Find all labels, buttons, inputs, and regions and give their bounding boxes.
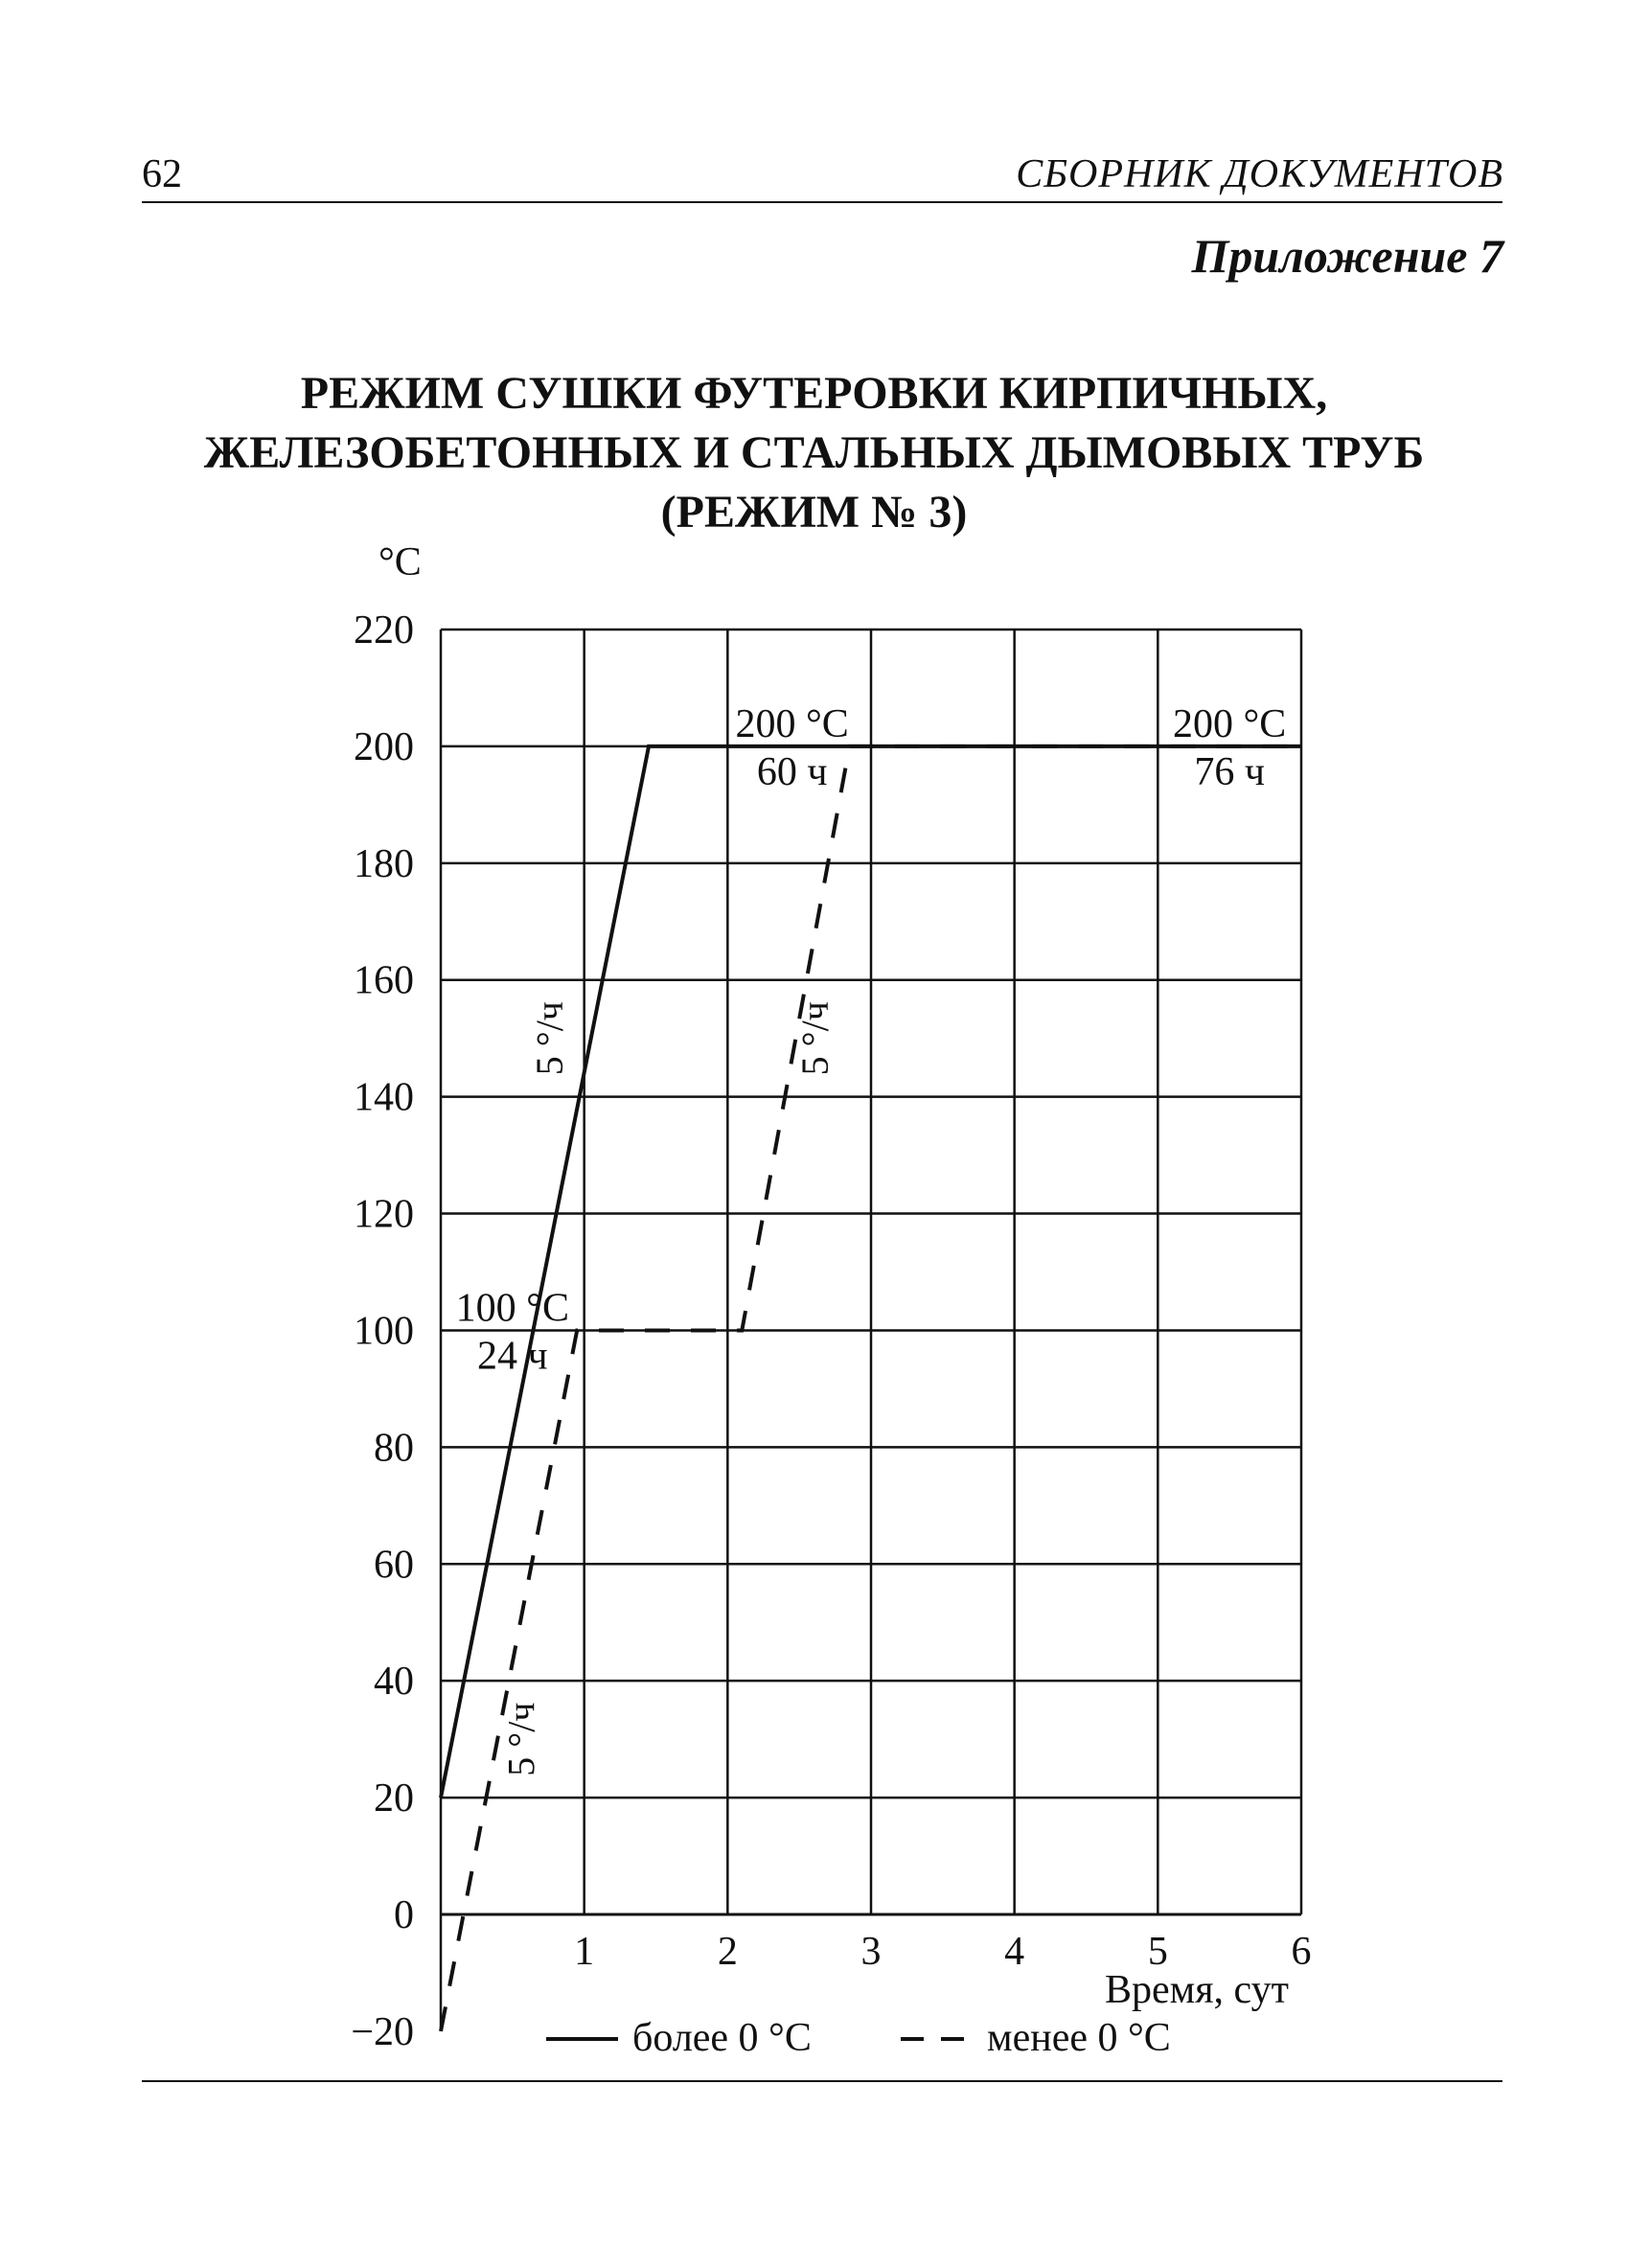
y-tick-label: 180 bbox=[354, 841, 414, 886]
x-tick-label: 4 bbox=[1004, 1930, 1025, 1974]
hold-duration-label: 76 ч bbox=[1194, 749, 1265, 794]
y-tick-label: 160 bbox=[354, 958, 414, 1003]
legend-label-below-zero: менее 0 °C bbox=[987, 2016, 1171, 2060]
x-tick-label: 3 bbox=[860, 1930, 882, 1974]
title-line-2: ЖЕЛЕЗОБЕТОННЫХ И СТАЛЬНЫХ ДЫМОВЫХ ТРУБ bbox=[203, 427, 1425, 478]
y-tick-label: 100 bbox=[354, 1309, 414, 1354]
y-tick-label: 40 bbox=[374, 1660, 414, 1705]
y-tick-label: −20 bbox=[351, 2009, 414, 2054]
y-tick-label: 80 bbox=[374, 1426, 414, 1471]
hold-temperature-label: 200 °C bbox=[1173, 701, 1287, 746]
rate-annotation: 5 °/ч bbox=[793, 1001, 837, 1076]
x-tick-label: 2 bbox=[717, 1930, 738, 1974]
hold-duration-label: 24 ч bbox=[477, 1334, 548, 1379]
y-tick-label: 200 bbox=[354, 724, 414, 769]
appendix-label: Приложение 7 bbox=[1191, 229, 1503, 283]
x-tick-label: 6 bbox=[1291, 1930, 1312, 1974]
hold-temperature-label: 100 °C bbox=[455, 1286, 569, 1331]
y-axis-label: °C bbox=[378, 540, 422, 584]
y-tick-label: 0 bbox=[394, 1893, 414, 1937]
x-tick-label: 5 bbox=[1147, 1930, 1168, 1974]
page-number: 62 bbox=[142, 152, 182, 196]
x-axis-label: Время, сут bbox=[1105, 1968, 1289, 2012]
title-line-3: (РЕЖИМ № 3) bbox=[660, 487, 968, 538]
footer-rule bbox=[142, 2080, 1502, 2082]
y-tick-label: 120 bbox=[354, 1192, 414, 1237]
rate-annotation: 5 °/ч bbox=[528, 1001, 572, 1076]
y-tick-label: 20 bbox=[374, 1776, 414, 1821]
y-tick-label: 60 bbox=[374, 1543, 414, 1588]
y-tick-label: 140 bbox=[354, 1075, 414, 1120]
hold-temperature-label: 200 °C bbox=[735, 701, 849, 746]
legend-label-above-zero: более 0 °C bbox=[632, 2016, 812, 2060]
running-head: СБОРНИК ДОКУМЕНТОВ bbox=[1016, 152, 1503, 196]
x-tick-label: 1 bbox=[574, 1930, 595, 1974]
y-tick-label: 220 bbox=[354, 608, 414, 653]
hold-duration-label: 60 ч bbox=[756, 749, 828, 794]
title-line-1: РЕЖИМ СУШКИ ФУТЕРОВКИ КИРПИЧНЫХ, bbox=[300, 368, 1328, 419]
rate-annotation: 5 °/ч bbox=[499, 1702, 543, 1776]
